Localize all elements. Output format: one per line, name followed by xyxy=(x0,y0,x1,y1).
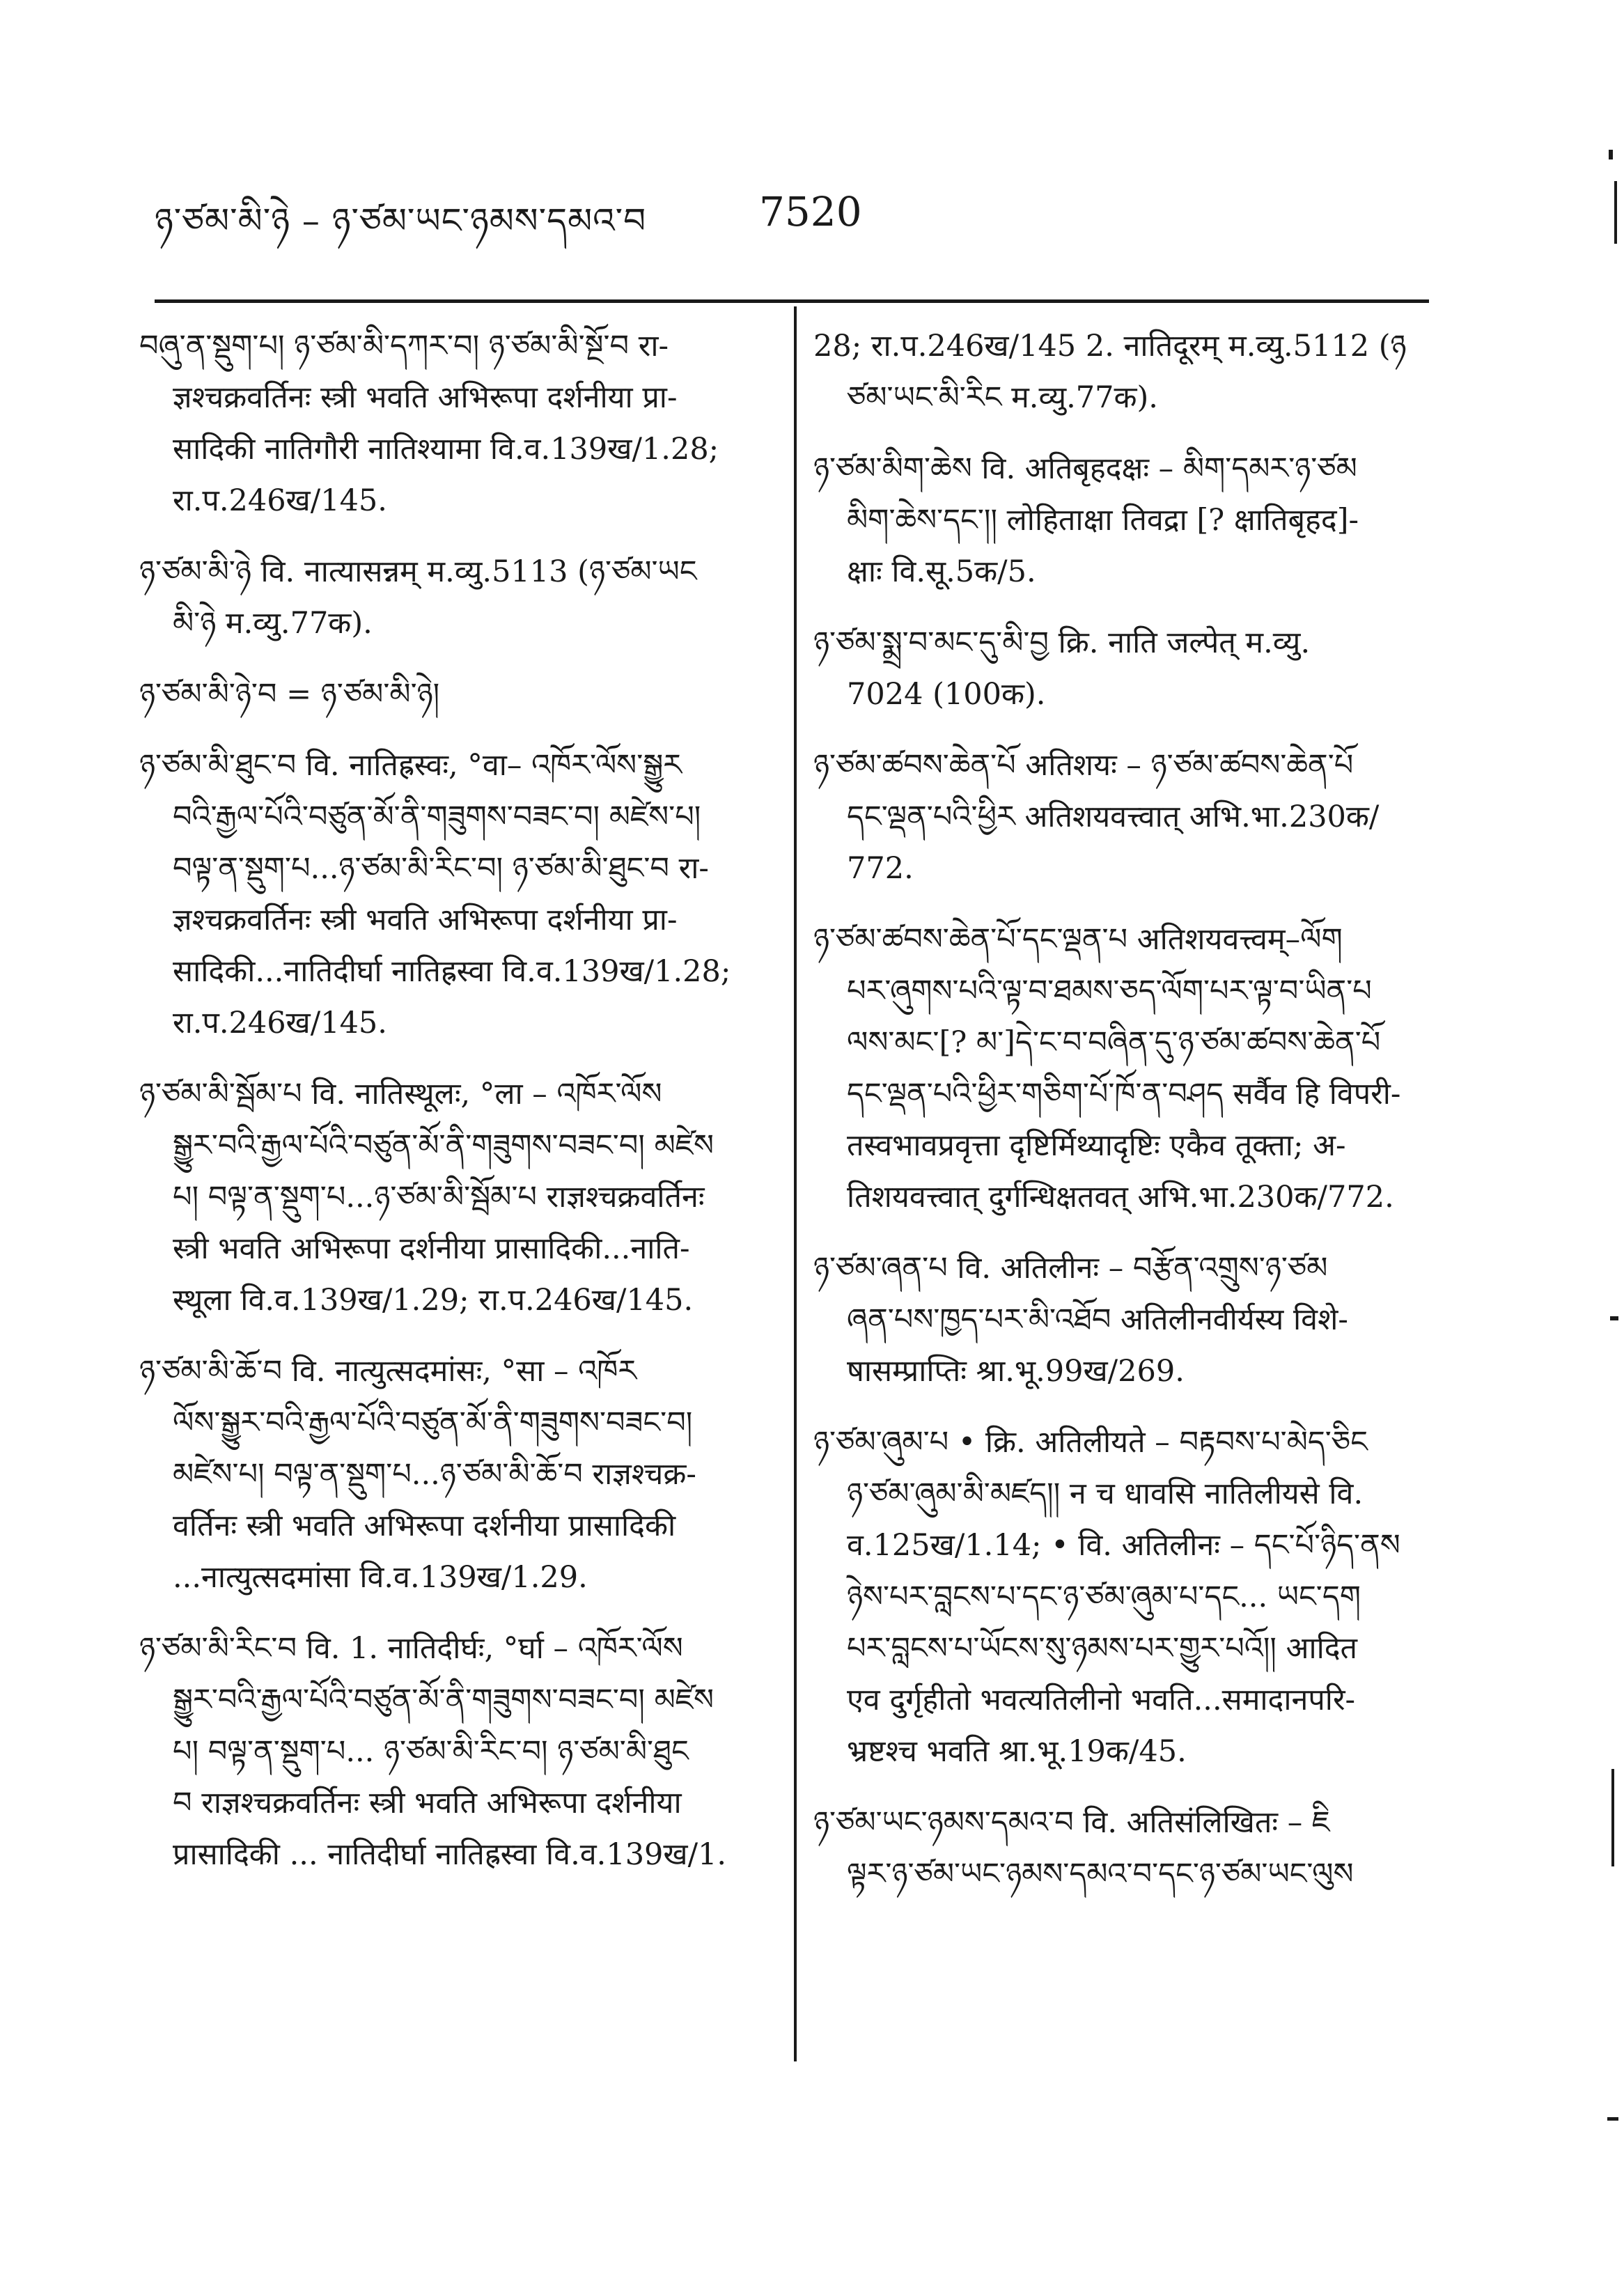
entry-line: 772. xyxy=(847,851,914,886)
entry-line: མི་ཉེ म.व्यु.77क). xyxy=(173,606,373,641)
entry-line: स्थूला वि.व.139ख/1.29; रा.प.246ख/145. xyxy=(173,1283,694,1318)
entry-line: भ्रष्टश्च भवति श्रा.भू.19क/45. xyxy=(847,1734,1187,1769)
entry-line: व.125ख/1.14; • वि. अतिलीनः – དང་པོ་ཉིད་ནས xyxy=(847,1528,1400,1563)
entry-line: तस्वभावप्रवृत्ता दृष्टिर्मिथ्यादृष्टिः एकैव तूक्ता; अ- xyxy=(847,1128,1346,1163)
entry-line: པར་ཞུགས་པའི་ལྟ་བ་ཐམས་ཅད་ལོག་པར་ལྟ་བ་ཡིན་པ xyxy=(847,974,1372,1008)
entry-line: དང་ལྡན་པའི་ཕྱིར अतिशयवत्त्वात् अभि.भा.230क/ xyxy=(847,800,1380,834)
entry-line: ཉ་ཙམ་ཚབས་ཆེན་པོ་དང་ལྡན་པ अतिशयवत्त्वम्–ལོག xyxy=(813,922,1343,957)
entry-line: ཉ་ཙམ་ཞུམ་མི་མཛད།། न च धावसि नातिलीयसे वि. xyxy=(847,1476,1364,1511)
entry-line: ཙམ་ཡང་མི་རིང म.व्यु.77क). xyxy=(847,380,1158,415)
entry-line: तिशयवत्त्वात् दुर्गन्धिक्षतवत् अभि.भा.230क/772. xyxy=(847,1180,1394,1215)
entry-line: ལྟར་ཉ་ཙམ་ཡང་ཉམས་དམའ་བ་དང་ཉ་ཙམ་ཡང་ལུས xyxy=(847,1857,1354,1892)
dictionary-entry xyxy=(139,1623,766,1880)
dictionary-entry xyxy=(813,740,1433,894)
dictionary-entry xyxy=(139,740,766,1049)
dictionary-entry xyxy=(139,669,766,720)
dictionary-entry xyxy=(813,617,1433,720)
margin-mark xyxy=(1611,1769,1614,1866)
entry-line: པ། བལྟ་ན་སྡུག་པ... ཉ་ཙམ་མི་རིང་བ། ཉ་ཙམ་མི་ཐུང xyxy=(173,1734,689,1769)
entry-line: ཉ་ཙམ་མི་ཉེ वि. नात्यासन्नम् म.व्यु.5113 (ཉ་ཙམ་ཡང xyxy=(139,554,697,589)
entry-line: སྒྱུར་བའི་རྒྱལ་པོའི་བཙུན་མོ་ནི་གཟུགས་བཟང་བ། མཛེས xyxy=(173,1683,715,1717)
entry-line: ཉ་ཙམ་མི་ཐུང་བ वि. नातिह्रस्वः, °वा– འཁོར་ལོས་སྒྱུར xyxy=(139,748,682,783)
entry-line: མིག་ཆེས་དང་།། लोहिताक्षा तिवद्रा [? क्षातिबृहद]- xyxy=(847,503,1359,538)
entry-line: ज्ञश्चक्रवर्तिनः स्त्री भवति अभिरूपा दर्शनीया प्रा- xyxy=(173,903,678,937)
dictionary-entry xyxy=(813,443,1433,598)
entry-line: वर्तिनः स्त्री भवति अभिरूपा दर्शनीया प्रासादिकी xyxy=(173,1508,676,1543)
dictionary-entry xyxy=(813,1797,1433,1900)
entry-line: ཉ་ཙམ་ཚབས་ཆེན་པོ अतिशयः – ཉ་ཙམ་ཚབས་ཆེན་པོ xyxy=(813,748,1354,783)
entry-line: सादिकी नातिगौरी नातिश्यामा वि.व.139ख/1.28; xyxy=(173,432,719,467)
entry-line: ज्ञश्चक्रवर्तिनः स्त्री भवति अभिरूपा दर्शनीया प्रा- xyxy=(173,380,678,415)
entry-line: ཉ་ཙམ་མི་རིང་བ वि. 1. नातिदीर्घः, °र्घा – འཁོར་ལོས xyxy=(139,1631,683,1666)
entry-line: ཉ་ཙམ་ཞན་པ वि. अतिलीनः – བརྩོན་འགྲུས་ཉ་ཙམ xyxy=(813,1251,1328,1286)
entry-line: षासम्प्राप्तिः श्रा.भू.99ख/269. xyxy=(847,1354,1185,1389)
entry-line: रा.प.246ख/145. xyxy=(173,1006,387,1040)
margin-mark xyxy=(1609,150,1613,159)
entry-line: 28; रा.प.246ख/145 2. नातिदूरम् म.व्यु.5112 (ཉ xyxy=(813,329,1407,364)
entry-line: ...नात्युत्सदमांसा वि.व.139ख/1.29. xyxy=(173,1560,588,1595)
entry-line: ལས་མང་[? མ་]དེ་ང་བ་བཞིན་དུ་ཉ་ཙམ་ཚབས་ཆེན་པོ xyxy=(847,1025,1381,1060)
entry-line: स्त्री भवति अभिरूपा दर्शनीया प्रासादिकी...नाति- xyxy=(173,1231,690,1266)
dictionary-entry xyxy=(139,1068,766,1326)
dictionary-entry xyxy=(813,1417,1433,1777)
entry-line: एव दुर्गृहीतो भवत्यतिलीनो भवति...समादानपरि- xyxy=(847,1683,1356,1717)
entry-line: སྒྱུར་བའི་རྒྱལ་པོའི་བཙུན་མོ་ནི་གཟུགས་བཟང་བ། མཛེས xyxy=(173,1128,715,1163)
dictionary-entry xyxy=(139,1346,766,1603)
column-divider xyxy=(794,306,797,2061)
entry-line: ལོས་སྒྱུར་བའི་རྒྱལ་པོའི་བཙུན་མོ་ནི་གཟུགས་བཟང་བ། xyxy=(173,1405,693,1440)
dictionary-entry xyxy=(813,1242,1433,1397)
dictionary-entry xyxy=(813,914,1433,1223)
dictionary-entry xyxy=(139,320,766,527)
entry-line: དང་ལྡན་པའི་ཕྱིར་གཅིག་པོ་ཁོ་ན་བཤད सर्वैव हि विपरी- xyxy=(847,1077,1401,1112)
entry-line: ཉ་ཙམ་སྨྲ་བ་མང་དུ་མི་བྱ क्रि. नाति जल्पेत् म.व्यु. xyxy=(813,625,1311,660)
entry-line: प्रासादिकी ... नातिदीर्घा नातिह्रस्वा वि.व.139ख/1. xyxy=(173,1837,727,1872)
entry-line: པ། བལྟ་ན་སྡུག་པ...ཉ་ཙམ་མི་སྦོམ་པ राज्ञश्चक्रवर्तिनः xyxy=(173,1180,705,1215)
entry-line: ཉ་ཙམ་མི་ཉེ་བ = ཉ་ཙམ་མི་ཉེ། xyxy=(139,677,440,712)
running-header: ཉ་ཙམ་མི་ཉེ – ཉ་ཙམ་ཡང་ཉམས་དམའ་བ xyxy=(155,201,647,241)
entry-line: ཉ་ཙམ་མི་སྦོམ་པ वि. नातिस्थूलः, °ला – འཁོར་ལོས xyxy=(139,1077,662,1112)
entry-line: ཉ་ཙམ་མི་ཆོ་བ वि. नात्युत्सदमांसः, °सा – འཁོར xyxy=(139,1354,637,1389)
entry-line: ཞན་པས་ཁྱད་པར་མི་འཐོབ अतिलीनवीर्यस्य विशे- xyxy=(847,1302,1348,1337)
entry-line: ཉ་ཙམ་མིག་ཆེས वि. अतिबृहदक्षः – མིག་དམར་ཉ་ཙམ xyxy=(813,451,1357,486)
entry-line: པར་བླངས་པ་ཡོངས་སུ་ཉམས་པར་གྱུར་པའོ།། आदित xyxy=(847,1631,1358,1666)
entry-line: रा.प.246ख/145. xyxy=(173,483,387,518)
entry-line: क्षाः वि.सू.5क/5. xyxy=(847,554,1036,589)
entry-line: བ राज्ञश्चक्रवर्तिनः स्त्री भवति अभिरूपा दर्शनीया xyxy=(173,1786,682,1820)
entry-line: བའི་རྒྱལ་པོའི་བཙུན་མོ་ནི་གཟུགས་བཟང་བ། མཛེས་པ། xyxy=(173,800,701,834)
entry-line: ཉེས་པར་བླངས་པ་དང་ཉ་ཙམ་ཞུམ་པ་དང... ཡང་དག xyxy=(847,1580,1361,1614)
entry-line: བལྟ་ན་སྡུག་པ...ཉ་ཙམ་མི་རིང་བ། ཉ་ཙམ་མི་ཐུང་བ रा- xyxy=(173,851,709,886)
page-number: 7520 xyxy=(759,188,862,235)
dictionary-entry xyxy=(813,320,1433,423)
entry-line: 7024 (100क). xyxy=(847,677,1046,712)
entry-line: མཛེས་པ། བལྟ་ན་སྡུག་པ...ཉ་ཙམ་མི་ཆོ་བ राज्ञश्चक्र- xyxy=(173,1457,696,1492)
entry-line: ཉ་ཙམ་ཞུམ་པ • क्रि. अतिलीयते – བརྟབས་པ་མེད་ཅིང xyxy=(813,1425,1368,1460)
left-column xyxy=(139,320,766,1900)
margin-mark xyxy=(1607,2117,1618,2121)
header-rule xyxy=(155,299,1429,303)
right-column xyxy=(813,320,1433,1919)
entry-line: ཉ་ཙམ་ཡང་ཉམས་དམའ་བ वि. अतिसंलिखितः – ཇི xyxy=(813,1805,1331,1840)
entry-line: བཞུ་ན་སྡུག་པ། ཉ་ཙམ་མི་དཀར་བ། ཉ་ཙམ་མི་སྔོ་བ रा- xyxy=(139,329,669,364)
margin-mark xyxy=(1614,181,1617,244)
dictionary-entry xyxy=(139,546,766,649)
entry-line: सादिकी...नातिदीर्घा नातिह्रस्वा वि.व.139ख/1.28; xyxy=(173,954,731,989)
margin-mark xyxy=(1610,1316,1618,1320)
